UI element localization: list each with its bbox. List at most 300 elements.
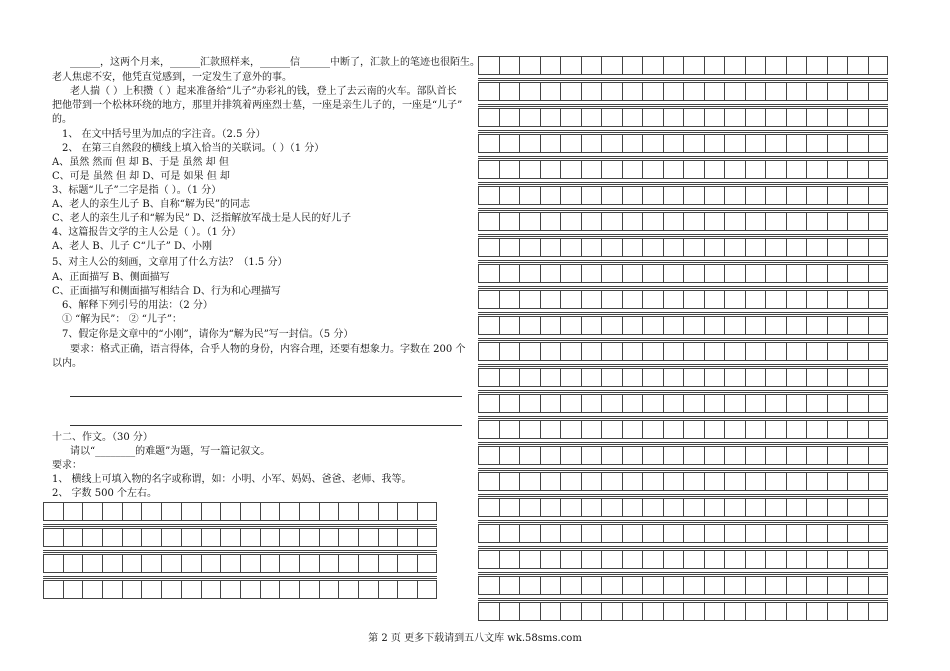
grid-cell[interactable] [378,554,398,573]
grid-cell[interactable] [868,550,889,569]
grid-cell[interactable] [478,56,499,75]
grid-cell[interactable] [279,528,299,547]
grid-cell[interactable] [683,108,704,127]
grid-cell[interactable] [519,472,540,491]
grid-cell[interactable] [745,108,766,127]
grid-cell[interactable] [417,502,437,521]
grid-cell[interactable] [102,580,122,599]
grid-cell[interactable] [724,82,745,101]
grid-cell[interactable] [642,186,663,205]
grid-cell[interactable] [540,394,561,413]
grid-cell[interactable] [63,580,83,599]
grid-cell[interactable] [642,316,663,335]
grid-cell[interactable] [642,108,663,127]
grid-cell[interactable] [724,550,745,569]
grid-cell[interactable] [358,580,378,599]
grid-cell[interactable] [745,420,766,439]
grid-cell[interactable] [478,134,499,153]
grid-cell[interactable] [622,56,643,75]
grid-cell[interactable] [581,576,602,595]
grid-cell[interactable] [786,82,807,101]
grid-cell[interactable] [663,368,684,387]
grid-cell[interactable] [560,394,581,413]
grid-cell[interactable] [847,290,868,309]
grid-cell[interactable] [82,554,102,573]
grid-cell[interactable] [161,580,181,599]
grid-cell[interactable] [478,342,499,361]
grid-cell[interactable] [560,212,581,231]
grid-cell[interactable] [338,528,358,547]
grid-cell[interactable] [560,108,581,127]
grid-cell[interactable] [581,368,602,387]
grid-cell[interactable] [847,394,868,413]
grid-cell[interactable] [499,160,520,179]
grid-row[interactable] [478,186,888,205]
grid-cell[interactable] [704,576,725,595]
grid-cell[interactable] [601,56,622,75]
grid-cell[interactable] [540,56,561,75]
grid-cell[interactable] [601,134,622,153]
grid-cell[interactable] [378,502,398,521]
grid-cell[interactable] [724,186,745,205]
grid-cell[interactable] [161,528,181,547]
grid-cell[interactable] [683,56,704,75]
grid-cell[interactable] [724,238,745,257]
grid-cell[interactable] [868,212,889,231]
grid-cell[interactable] [519,394,540,413]
grid-cell[interactable] [201,580,221,599]
grid-cell[interactable] [519,212,540,231]
grid-cell[interactable] [827,602,848,621]
grid-cell[interactable] [540,550,561,569]
grid-cell[interactable] [519,160,540,179]
grid-cell[interactable] [141,554,161,573]
grid-cell[interactable] [806,602,827,621]
grid-cell[interactable] [683,290,704,309]
grid-cell[interactable] [663,446,684,465]
grid-cell[interactable] [827,576,848,595]
grid-cell[interactable] [560,186,581,205]
grid-cell[interactable] [581,134,602,153]
grid-cell[interactable] [806,264,827,283]
grid-cell[interactable] [478,186,499,205]
grid-row[interactable] [478,368,888,387]
grid-cell[interactable] [806,472,827,491]
grid-cell[interactable] [847,498,868,517]
grid-cell[interactable] [519,446,540,465]
grid-cell[interactable] [683,134,704,153]
grid-cell[interactable] [765,134,786,153]
grid-cell[interactable] [806,134,827,153]
grid-cell[interactable] [299,554,319,573]
grid-cell[interactable] [745,56,766,75]
grid-cell[interactable] [499,550,520,569]
grid-cell[interactable] [581,290,602,309]
grid-cell[interactable] [827,108,848,127]
grid-cell[interactable] [847,82,868,101]
grid-cell[interactable] [827,134,848,153]
grid-cell[interactable] [397,502,417,521]
grid-cell[interactable] [601,472,622,491]
grid-cell[interactable] [847,524,868,543]
grid-cell[interactable] [519,602,540,621]
grid-cell[interactable] [663,342,684,361]
grid-cell[interactable] [601,420,622,439]
grid-cell[interactable] [704,316,725,335]
grid-cell[interactable] [478,524,499,543]
grid-cell[interactable] [581,394,602,413]
grid-cell[interactable] [260,580,280,599]
grid-cell[interactable] [299,528,319,547]
grid-cell[interactable] [704,82,725,101]
grid-cell[interactable] [540,238,561,257]
grid-cell[interactable] [622,108,643,127]
grid-cell[interactable] [745,602,766,621]
grid-cell[interactable] [704,264,725,283]
grid-cell[interactable] [397,580,417,599]
grid-row[interactable] [478,394,888,413]
grid-cell[interactable] [724,524,745,543]
grid-cell[interactable] [601,238,622,257]
grid-cell[interactable] [724,498,745,517]
grid-cell[interactable] [704,160,725,179]
grid-cell[interactable] [43,554,63,573]
grid-cell[interactable] [827,368,848,387]
grid-cell[interactable] [786,342,807,361]
grid-cell[interactable] [868,82,889,101]
grid-cell[interactable] [827,472,848,491]
grid-cell[interactable] [560,602,581,621]
grid-cell[interactable] [601,342,622,361]
grid-cell[interactable] [745,290,766,309]
grid-cell[interactable] [519,238,540,257]
grid-cell[interactable] [745,316,766,335]
grid-cell[interactable] [63,528,83,547]
grid-cell[interactable] [478,290,499,309]
grid-cell[interactable] [765,368,786,387]
grid-cell[interactable] [847,134,868,153]
grid-cell[interactable] [806,524,827,543]
grid-cell[interactable] [478,446,499,465]
grid-cell[interactable] [683,316,704,335]
grid-cell[interactable] [478,238,499,257]
grid-cell[interactable] [581,420,602,439]
grid-cell[interactable] [642,420,663,439]
grid-cell[interactable] [499,394,520,413]
grid-cell[interactable] [847,472,868,491]
grid-cell[interactable] [868,56,889,75]
grid-cell[interactable] [141,502,161,521]
grid-cell[interactable] [806,108,827,127]
grid-cell[interactable] [478,368,499,387]
grid-cell[interactable] [560,134,581,153]
grid-cell[interactable] [663,160,684,179]
grid-cell[interactable] [102,554,122,573]
grid-cell[interactable] [868,290,889,309]
grid-cell[interactable] [601,264,622,283]
grid-cell[interactable] [560,524,581,543]
grid-cell[interactable] [704,550,725,569]
grid-cell[interactable] [786,394,807,413]
grid-cell[interactable] [745,186,766,205]
grid-cell[interactable] [622,160,643,179]
grid-cell[interactable] [358,502,378,521]
grid-cell[interactable] [499,56,520,75]
grid-row[interactable] [478,160,888,179]
grid-cell[interactable] [601,576,622,595]
grid-cell[interactable] [519,264,540,283]
grid-cell[interactable] [581,602,602,621]
grid-cell[interactable] [765,82,786,101]
grid-cell[interactable] [827,238,848,257]
grid-cell[interactable] [82,528,102,547]
grid-cell[interactable] [622,264,643,283]
grid-cell[interactable] [806,368,827,387]
grid-cell[interactable] [745,342,766,361]
grid-cell[interactable] [220,528,240,547]
grid-cell[interactable] [745,576,766,595]
grid-cell[interactable] [478,602,499,621]
grid-cell[interactable] [786,602,807,621]
grid-cell[interactable] [806,186,827,205]
grid-cell[interactable] [847,238,868,257]
grid-cell[interactable] [806,550,827,569]
grid-cell[interactable] [622,238,643,257]
grid-cell[interactable] [868,108,889,127]
grid-cell[interactable] [622,576,643,595]
grid-cell[interactable] [581,498,602,517]
grid-cell[interactable] [642,290,663,309]
grid-cell[interactable] [704,394,725,413]
grid-cell[interactable] [478,82,499,101]
grid-cell[interactable] [765,264,786,283]
grid-cell[interactable] [478,316,499,335]
grid-cell[interactable] [704,446,725,465]
grid-cell[interactable] [786,368,807,387]
grid-cell[interactable] [704,212,725,231]
grid-cell[interactable] [786,420,807,439]
grid-cell[interactable] [847,602,868,621]
grid-cell[interactable] [519,316,540,335]
grid-cell[interactable] [765,602,786,621]
grid-cell[interactable] [786,498,807,517]
grid-cell[interactable] [827,420,848,439]
grid-cell[interactable] [724,446,745,465]
grid-cell[interactable] [786,550,807,569]
grid-cell[interactable] [868,238,889,257]
grid-cell[interactable] [499,446,520,465]
grid-cell[interactable] [581,108,602,127]
grid-cell[interactable] [745,472,766,491]
grid-cell[interactable] [724,56,745,75]
grid-cell[interactable] [683,264,704,283]
grid-cell[interactable] [663,290,684,309]
grid-cell[interactable] [181,502,201,521]
grid-cell[interactable] [663,420,684,439]
grid-cell[interactable] [724,316,745,335]
grid-cell[interactable] [663,212,684,231]
grid-cell[interactable] [622,602,643,621]
grid-cell[interactable] [786,186,807,205]
grid-cell[interactable] [663,134,684,153]
grid-cell[interactable] [745,498,766,517]
grid-cell[interactable] [786,290,807,309]
grid-cell[interactable] [478,550,499,569]
grid-cell[interactable] [806,290,827,309]
grid-cell[interactable] [704,342,725,361]
grid-cell[interactable] [43,502,63,521]
grid-cell[interactable] [827,82,848,101]
grid-cell[interactable] [581,186,602,205]
grid-cell[interactable] [663,264,684,283]
grid-cell[interactable] [201,528,221,547]
grid-cell[interactable] [806,576,827,595]
grid-cell[interactable] [786,264,807,283]
grid-cell[interactable] [478,264,499,283]
answer-line[interactable] [70,396,462,397]
grid-cell[interactable] [338,502,358,521]
grid-cell[interactable] [540,160,561,179]
grid-cell[interactable] [63,502,83,521]
grid-cell[interactable] [622,316,643,335]
grid-cell[interactable] [622,394,643,413]
grid-cell[interactable] [765,108,786,127]
grid-cell[interactable] [260,502,280,521]
grid-cell[interactable] [499,368,520,387]
grid-cell[interactable] [683,212,704,231]
grid-cell[interactable] [161,554,181,573]
grid-cell[interactable] [827,446,848,465]
grid-row[interactable] [478,108,888,127]
grid-cell[interactable] [540,524,561,543]
grid-cell[interactable] [417,554,437,573]
grid-cell[interactable] [478,472,499,491]
grid-cell[interactable] [683,394,704,413]
grid-cell[interactable] [765,212,786,231]
grid-cell[interactable] [519,56,540,75]
grid-cell[interactable] [765,524,786,543]
grid-cell[interactable] [478,212,499,231]
grid-cell[interactable] [642,394,663,413]
grid-cell[interactable] [82,502,102,521]
grid-cell[interactable] [581,264,602,283]
grid-cell[interactable] [601,186,622,205]
grid-cell[interactable] [519,368,540,387]
grid-cell[interactable] [724,472,745,491]
grid-cell[interactable] [478,160,499,179]
grid-cell[interactable] [181,554,201,573]
grid-cell[interactable] [786,238,807,257]
grid-cell[interactable] [745,446,766,465]
grid-cell[interactable] [560,82,581,101]
grid-cell[interactable] [519,134,540,153]
grid-row[interactable] [478,56,888,75]
grid-cell[interactable] [260,528,280,547]
grid-cell[interactable] [704,238,725,257]
grid-row[interactable] [478,82,888,101]
grid-cell[interactable] [601,82,622,101]
grid-cell[interactable] [161,502,181,521]
grid-cell[interactable] [827,550,848,569]
grid-cell[interactable] [704,134,725,153]
grid-cell[interactable] [806,160,827,179]
grid-cell[interactable] [724,108,745,127]
grid-cell[interactable] [519,498,540,517]
grid-cell[interactable] [519,524,540,543]
grid-cell[interactable] [499,82,520,101]
grid-cell[interactable] [560,56,581,75]
grid-cell[interactable] [827,160,848,179]
grid-cell[interactable] [540,420,561,439]
grid-cell[interactable] [724,264,745,283]
grid-cell[interactable] [704,498,725,517]
grid-cell[interactable] [847,368,868,387]
grid-cell[interactable] [122,580,142,599]
grid-cell[interactable] [683,576,704,595]
grid-cell[interactable] [663,550,684,569]
grid-cell[interactable] [601,290,622,309]
grid-cell[interactable] [827,524,848,543]
grid-cell[interactable] [82,580,102,599]
grid-cell[interactable] [141,528,161,547]
grid-cell[interactable] [786,472,807,491]
grid-cell[interactable] [683,82,704,101]
grid-cell[interactable] [240,528,260,547]
grid-cell[interactable] [683,238,704,257]
grid-cell[interactable] [827,498,848,517]
grid-cell[interactable] [499,524,520,543]
grid-cell[interactable] [683,446,704,465]
grid-cell[interactable] [601,550,622,569]
grid-cell[interactable] [827,394,848,413]
grid-cell[interactable] [663,472,684,491]
grid-cell[interactable] [724,342,745,361]
grid-cell[interactable] [43,528,63,547]
grid-cell[interactable] [581,524,602,543]
grid-row[interactable] [478,134,888,153]
grid-cell[interactable] [338,580,358,599]
grid-cell[interactable] [499,186,520,205]
grid-cell[interactable] [499,602,520,621]
grid-cell[interactable] [499,264,520,283]
grid-cell[interactable] [786,576,807,595]
grid-cell[interactable] [519,186,540,205]
grid-cell[interactable] [704,108,725,127]
grid-cell[interactable] [847,264,868,283]
grid-cell[interactable] [63,554,83,573]
grid-cell[interactable] [560,498,581,517]
grid-cell[interactable] [499,472,520,491]
grid-cell[interactable] [499,238,520,257]
grid-cell[interactable] [704,368,725,387]
grid-row[interactable] [43,554,437,573]
grid-row[interactable] [478,524,888,543]
grid-row[interactable] [478,316,888,335]
grid-cell[interactable] [540,108,561,127]
grid-cell[interactable] [806,56,827,75]
grid-cell[interactable] [663,524,684,543]
grid-cell[interactable] [806,342,827,361]
grid-cell[interactable] [868,316,889,335]
grid-cell[interactable] [765,342,786,361]
grid-row[interactable] [478,212,888,231]
grid-cell[interactable] [601,212,622,231]
grid-cell[interactable] [868,160,889,179]
grid-cell[interactable] [540,498,561,517]
grid-cell[interactable] [279,554,299,573]
grid-cell[interactable] [240,580,260,599]
grid-cell[interactable] [806,420,827,439]
